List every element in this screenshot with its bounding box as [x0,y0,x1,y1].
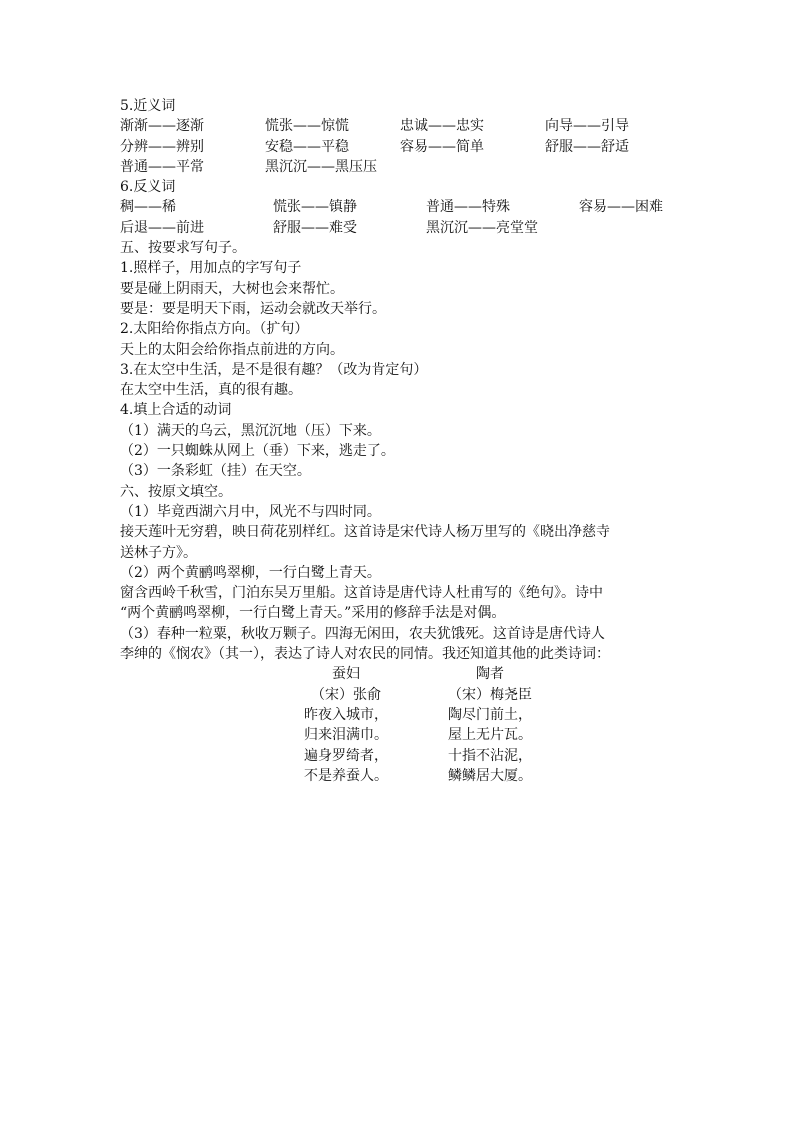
word-pair: 舒服——难受 [273,219,357,236]
poem-right-verse: 陶尽门前土， [448,706,532,723]
question-1: 1.照样子，用加点的字写句子 [120,260,302,277]
word-pair: 黑沉沉——亮堂堂 [426,219,538,236]
poem-verse-row [120,746,680,766]
word-pair: 稠——稀 [120,199,176,216]
document-content [120,96,680,786]
word-pair: 舒服——舒适 [545,138,629,155]
part6-heading: 六、按原文填空。 [120,483,232,500]
poem-right-title: 陶者 [476,666,504,683]
poem-1-line: （1）毕竟西湖六月中，风光不与四时同。 [120,503,381,520]
poem-left-verse: 不是养蚕人。 [304,767,388,784]
poem-verse-row [120,766,680,786]
poem-1-line: 接天莲叶无穷碧，映日荷花别样红。这首诗是宋代诗人杨万里写的《晓出净慈寺 [120,524,610,541]
question-2-answer: 天上的太阳会给你指点前进的方向。 [120,341,344,358]
poem-titles-row [120,664,680,684]
question-3: 3.在太空中生活，是不是很有趣？（改为肯定句） [120,361,428,378]
word-pair: 分辨——辨别 [120,138,204,155]
question-4-item: （2）一只蜘蛛从网上（垂）下来，逃走了。 [120,443,395,460]
poem-left-verse: 归来泪满巾。 [304,727,388,744]
poem-left-verse: 遍身罗绮者， [304,747,388,764]
poem-2-line: 窗含西岭千秋雪，门泊东吴万里船。这首诗是唐代诗人杜甫写的《绝句》。诗中 [120,585,603,602]
antonyms-heading: 6.反义词 [120,179,176,196]
word-pair: 容易——困难 [579,199,663,216]
question-1-example: 要是碰上阴雨天，大树也会来帮忙。 [120,280,344,297]
question-4-item: （3）一条彩虹（挂）在天空。 [120,463,311,480]
question-3-answer: 在太空中生活，真的很有趣。 [120,382,302,399]
synonyms-heading: 5.近义词 [120,98,176,114]
antonyms-row [120,197,680,217]
poem-right-verse: 鳞鳞居大厦。 [448,767,532,784]
word-pair: 安稳——平稳 [265,138,349,155]
poem-right-verse: 十指不沾泥， [448,747,532,764]
word-pair: 容易——简单 [400,138,484,155]
word-pair: 慌张——镇静 [273,199,357,216]
word-pair: 普通——特殊 [426,199,510,216]
question-4-item: （1）满天的乌云，黑沉沉地（压）下来。 [120,422,381,439]
question-1-answer: 要是：要是明天下雨，运动会就改天举行。 [120,300,386,317]
poem-right-verse: 屋上无片瓦。 [448,727,532,744]
synonyms-row [120,137,680,157]
poem-2-line: “两个黄鹂鸣翠柳，一行白鹭上青天。”采用的修辞手法是对偶。 [120,605,506,622]
word-pair: 忠诚——忠实 [400,118,484,135]
poem-authors-row [120,685,680,705]
poem-2-line: （2）两个黄鹂鸣翠柳，一行白鹭上青天。 [120,564,381,581]
poem-verse-row [120,725,680,745]
poem-1-line: 送林子方》。 [120,544,197,561]
antonyms-row [120,218,680,238]
poem-3-line: （3）春种一粒粟，秋收万颗子。四海无闲田，农夫犹饿死。这首诗是唐代诗人 [120,625,605,642]
word-pair: 渐渐——逐渐 [120,118,204,135]
word-pair: 黑沉沉——黑压压 [265,158,377,175]
poem-left-verse: 昨夜入城市， [304,706,388,723]
poem-right-author: （宋）梅尧臣 [448,686,532,703]
word-pair: 向导——引导 [545,118,629,135]
word-pair: 慌张——惊慌 [265,118,349,135]
synonyms-row [120,157,680,177]
poem-left-title: 蚕妇 [332,666,360,683]
word-pair: 普通——平常 [120,158,204,175]
poem-3-line: 李绅的《悯农》（其一），表达了诗人对农民的同情。我还知道其他的此类诗词： [120,646,610,663]
poem-verse-row [120,705,680,725]
poem-left-author: （宋）张俞 [311,686,381,703]
synonyms-row [120,116,680,136]
question-4: 4.填上合适的动词 [120,402,232,419]
part5-heading: 五、按要求写句子。 [120,240,246,257]
word-pair: 后退——前进 [120,219,204,236]
question-2: 2.太阳给你指点方向。（扩句） [120,321,309,338]
